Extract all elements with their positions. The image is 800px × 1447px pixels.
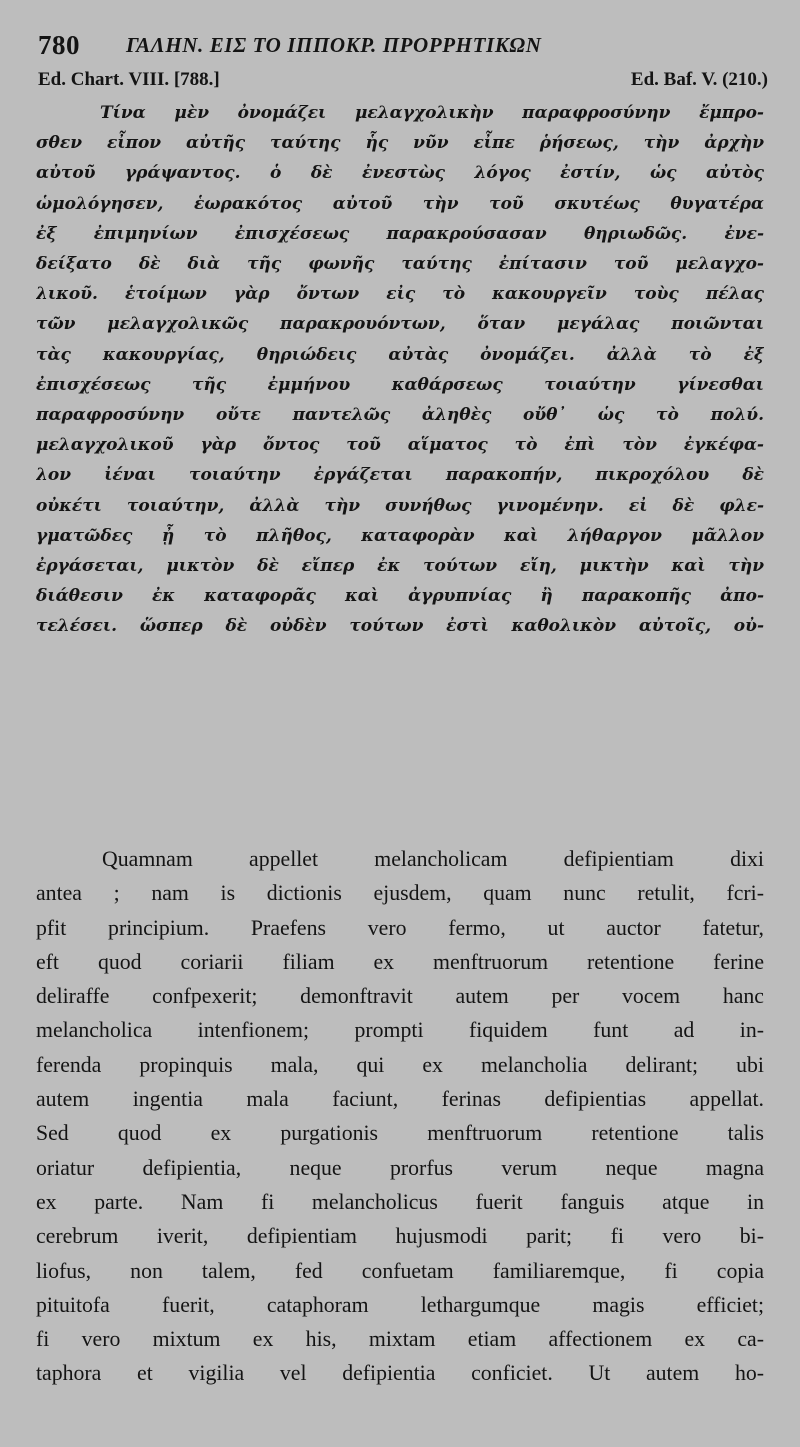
edition-basel: Ed. Baf. V. (210.): [630, 69, 768, 90]
page-header: [38, 30, 768, 62]
latin-line: ferenda propinquis mala, qui ex melancholia delirant; ubi: [36, 1052, 764, 1077]
greek-line: ἐξ ἐπιμηνίων ἐπισχέσεως παρακρούσασαν θηριωδῶς. ἐνε-: [36, 223, 764, 244]
latin-line: pfit principium. Praefens vero fermo, ut auctor fatetur,: [36, 915, 764, 940]
greek-line: οὐκέτι τοιαύτην, ἀλλὰ τὴν συνήθως γινομένην. εἰ δὲ φλε-: [36, 495, 764, 516]
running-title: ΓΑΛΗΝ. ΕΙΣ ΤΟ ΙΠΠΟΚΡ. ΠΡΟΡΡΗΤΙΚΩΝ: [126, 33, 542, 57]
page-number: 780: [38, 30, 80, 60]
edition-reference-line: [38, 69, 768, 95]
latin-line: Sed quod ex purgationis menftruorum retentione talis: [36, 1121, 764, 1146]
greek-line: αὐτοῦ γράψαντος. ὁ δὲ ἐνεστὼς λόγος ἐστίν, ὡς αὐτὸς: [36, 163, 764, 184]
greek-line: Τίνα μὲν ὀνομάζει μελαγχολικὴν παραφροσύνην ἔμπρο-: [100, 103, 764, 123]
latin-translation-text: [36, 842, 764, 1391]
latin-line: melancholica intenfionem; prompti fiquidem funt ad in-: [36, 1018, 764, 1043]
greek-line: τὰς κακουργίας, θηριώδεις αὐτὰς ὀνομάζει. ἀλλὰ τὸ ἐξ: [36, 344, 764, 365]
latin-line: liofus, non talem, fed confuetam familiaremque, fi copia: [36, 1258, 764, 1283]
edition-chartier: Ed. Chart. VIII. [788.]: [38, 69, 220, 90]
latin-line: pituitofa fuerit, cataphoram lethargumque magis efficiet;: [36, 1292, 764, 1317]
greek-line: δείξατο δὲ διὰ τῆς φωνῆς ταύτης ἐπίτασιν τοῦ μελαγχο-: [36, 254, 764, 275]
greek-line: ἐπισχέσεως τῆς ἐμμήνου καθάρσεως τοιαύτην γίνεσθαι: [36, 374, 764, 395]
greek-line: ἐργάσεται, μικτὸν δὲ εἴπερ ἐκ τούτων εἴη, μικτὴν καὶ τὴν: [36, 556, 764, 577]
latin-line: ex parte. Nam fi melancholicus fuerit fanguis atque in: [36, 1189, 764, 1214]
latin-line: fi vero mixtum ex his, mixtam etiam affectionem ex ca-: [36, 1327, 764, 1352]
greek-line: γματῶδες ᾖ τὸ πλῆθος, καταφορὰν καὶ λήθαργον μᾶλλον: [36, 525, 764, 546]
greek-line: μελαγχολικοῦ γὰρ ὄντος τοῦ αἵματος τὸ ἐπὶ τὸν ἐγκέφα-: [36, 435, 764, 456]
greek-line: διάθεσιν ἐκ καταφορᾶς καὶ ἀγρυπνίας ἢ παρακοπῆς ἀπο-: [36, 586, 764, 607]
latin-line: taphora et vigilia vel defipientia conficiet. Ut autem ho-: [36, 1361, 764, 1386]
latin-line: autem ingentia mala faciunt, ferinas defipientias appellat.: [36, 1087, 764, 1112]
latin-line: deliraffe confpexerit; demonftravit autem per vocem hanc: [36, 984, 764, 1009]
greek-line: τελέσει. ὥσπερ δὲ οὐδὲν τούτων ἐστὶ καθολικὸν αὐτοῖς, οὐ-: [36, 616, 764, 637]
greek-line: παραφροσύνην οὔτε παντελῶς ἀληθὲς οὔθ᾽ ὡς τὸ πολύ.: [36, 405, 764, 426]
latin-line: cerebrum iverit, defipientiam hujusmodi parit; fi vero bi-: [36, 1224, 764, 1249]
greek-line: λον ἰέναι τοιαύτην ἐργάζεται παρακοπήν, πικροχόλου δὲ: [36, 465, 764, 486]
greek-line: τῶν μελαγχολικῶς παρακρουόντων, ὅταν μεγάλας ποιῶνται: [36, 314, 764, 335]
latin-line: antea ; nam is dictionis ejusdem, quam nunc retulit, fcri-: [36, 881, 764, 906]
latin-line: oriatur defipientia, neque prorfus verum neque magna: [36, 1155, 764, 1180]
latin-line: eft quod coriarii filiam ex menftruorum retentione ferine: [36, 949, 764, 974]
greek-line: σθεν εἶπον αὐτῆς ταύτης ἧς νῦν εἶπε ῥήσεως, τὴν ἀρχὴν: [36, 133, 764, 154]
greek-commentary-text: [36, 98, 764, 642]
greek-line: λικοῦ. ἑτοίμων γὰρ ὄντων εἰς τὸ κακουργεῖν τοὺς πέλας: [36, 284, 764, 305]
latin-line: Quamnam appellet melancholicam defipientiam dixi: [102, 847, 764, 871]
greek-line: ὡμολόγησεν, ἑωρακότος αὐτοῦ τὴν τοῦ σκυτέως θυγατέρα: [36, 193, 764, 214]
